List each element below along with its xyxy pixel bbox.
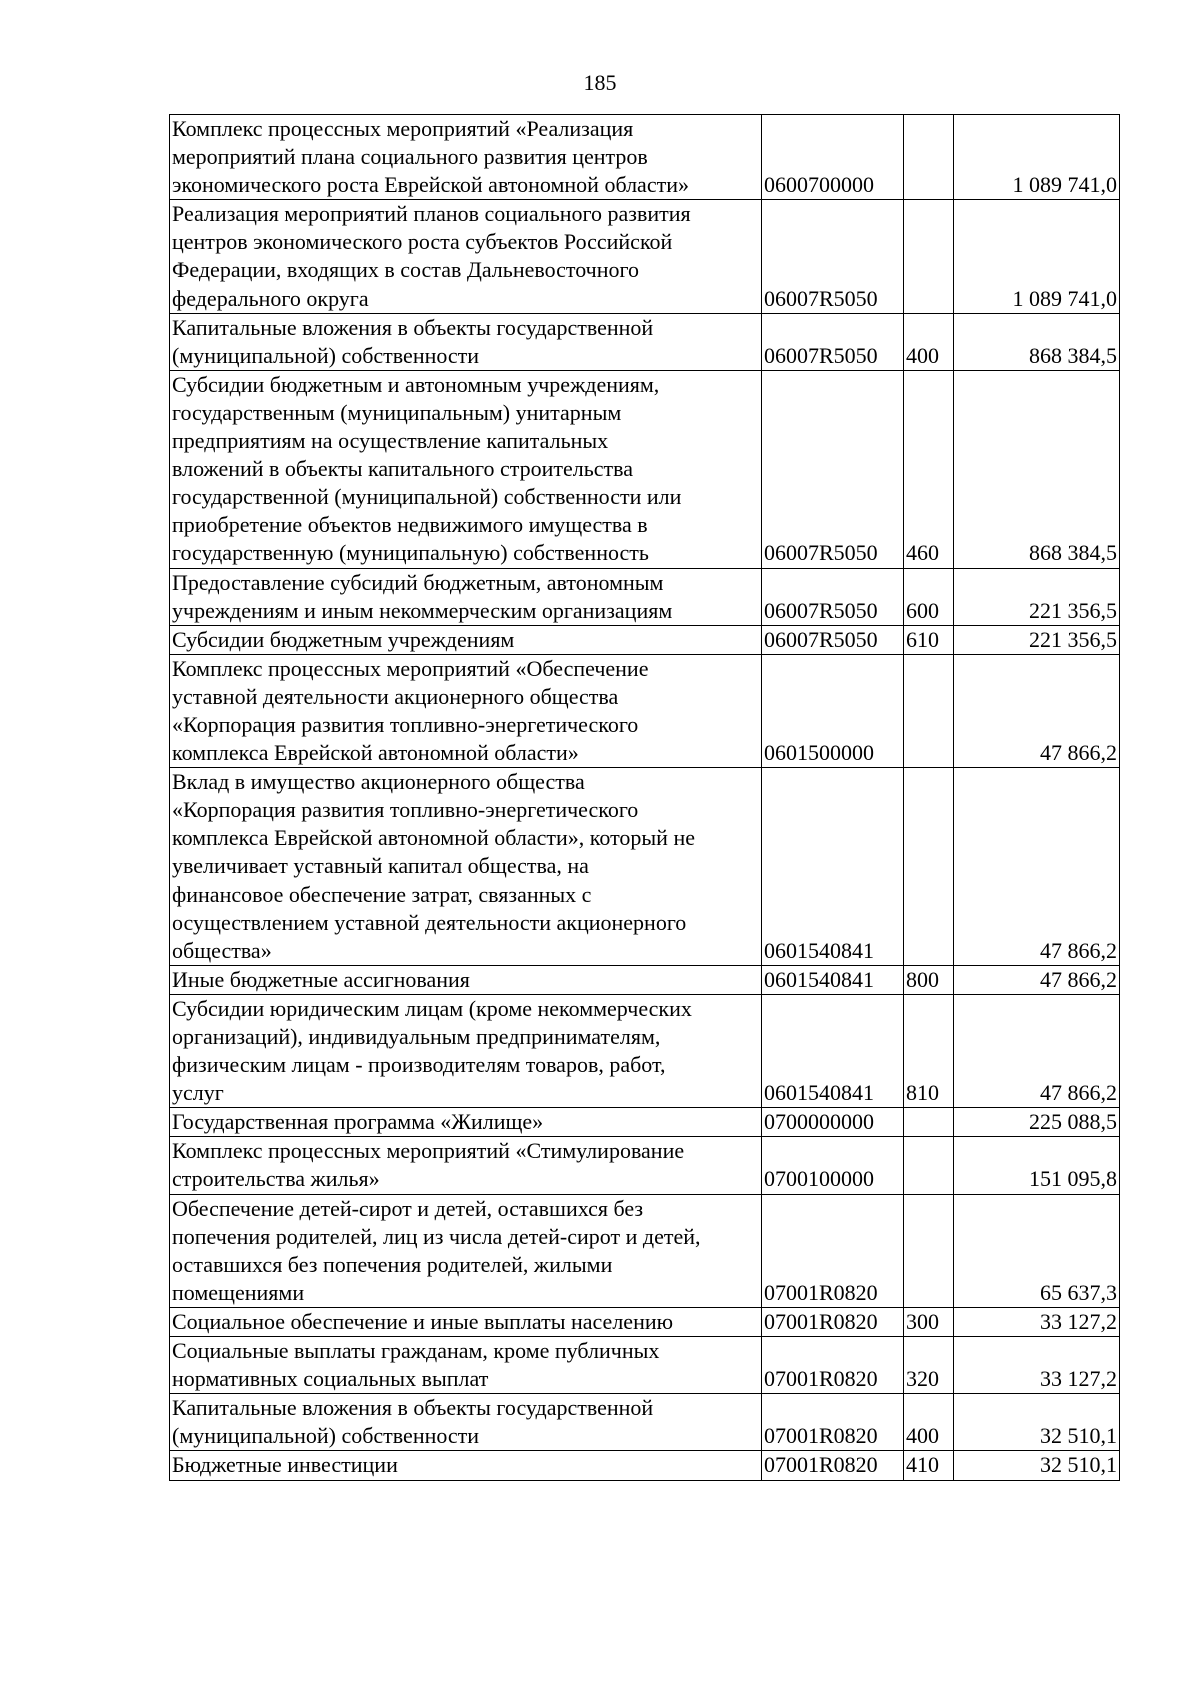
budget-table bbox=[169, 114, 1120, 1481]
page-number: 185 bbox=[583, 70, 617, 95]
table-row bbox=[170, 1451, 1120, 1480]
table-row bbox=[170, 200, 1120, 313]
budget-table-body bbox=[170, 115, 1120, 1481]
row-sum-cell: 225 088,5 bbox=[954, 1108, 1120, 1137]
row-vr-cell: 300 bbox=[904, 1307, 954, 1336]
row-vr-cell bbox=[904, 115, 954, 200]
row-csr-cell: 06007R5050 bbox=[762, 568, 904, 625]
row-sum-cell: 47 866,2 bbox=[954, 768, 1120, 966]
row-name-cell: Вклад в имущество акционерного общества «Корпорация развития топливно-энергетического комплекса Еврейской автономной области», который не увеличивает уставный капитал общества, на финансовое обеспечение затрат, связанных с осуществлением уставной деятельности акционерного общества» bbox=[170, 768, 762, 966]
table-row bbox=[170, 115, 1120, 200]
row-csr-cell: 0601540841 bbox=[762, 965, 904, 994]
row-vr-cell bbox=[904, 1108, 954, 1137]
row-sum-cell: 47 866,2 bbox=[954, 654, 1120, 767]
row-vr-cell: 810 bbox=[904, 994, 954, 1107]
row-csr-cell: 06007R5050 bbox=[762, 370, 904, 568]
row-name-cell: Комплекс процессных мероприятий «Стимулирование строительства жилья» bbox=[170, 1137, 762, 1194]
row-name-cell: Государственная программа «Жилище» bbox=[170, 1108, 762, 1137]
row-vr-cell: 400 bbox=[904, 313, 954, 370]
row-name-cell: Капитальные вложения в объекты государственной (муниципальной) собственности bbox=[170, 1394, 762, 1451]
table-row bbox=[170, 965, 1120, 994]
table-row bbox=[170, 313, 1120, 370]
row-vr-cell bbox=[904, 1194, 954, 1307]
row-name-cell: Предоставление субсидий бюджетным, автономным учреждениям и иным некоммерческим организациям bbox=[170, 568, 762, 625]
row-csr-cell: 06007R5050 bbox=[762, 313, 904, 370]
table-row bbox=[170, 768, 1120, 966]
row-vr-cell: 320 bbox=[904, 1337, 954, 1394]
row-sum-cell: 221 356,5 bbox=[954, 625, 1120, 654]
row-vr-cell: 610 bbox=[904, 625, 954, 654]
row-name-cell: Субсидии бюджетным учреждениям bbox=[170, 625, 762, 654]
table-row bbox=[170, 654, 1120, 767]
row-name-cell: Социальное обеспечение и иные выплаты населению bbox=[170, 1307, 762, 1336]
row-csr-cell: 06007R5050 bbox=[762, 200, 904, 313]
row-name-cell: Обеспечение детей-сирот и детей, оставшихся без попечения родителей, лиц из числа детей-сирот и детей, оставшихся без попечения родителей, жилыми помещениями bbox=[170, 1194, 762, 1307]
row-csr-cell: 07001R0820 bbox=[762, 1307, 904, 1336]
row-vr-cell: 410 bbox=[904, 1451, 954, 1480]
table-row bbox=[170, 1137, 1120, 1194]
table-row bbox=[170, 568, 1120, 625]
row-sum-cell: 47 866,2 bbox=[954, 994, 1120, 1107]
table-row bbox=[170, 1307, 1120, 1336]
row-sum-cell: 151 095,8 bbox=[954, 1137, 1120, 1194]
table-row bbox=[170, 370, 1120, 568]
row-sum-cell: 868 384,5 bbox=[954, 370, 1120, 568]
table-row bbox=[170, 1337, 1120, 1394]
row-sum-cell: 32 510,1 bbox=[954, 1451, 1120, 1480]
table-row bbox=[170, 625, 1120, 654]
row-name-cell: Иные бюджетные ассигнования bbox=[170, 965, 762, 994]
row-csr-cell: 06007R5050 bbox=[762, 625, 904, 654]
row-csr-cell: 0600700000 bbox=[762, 115, 904, 200]
row-vr-cell: 600 bbox=[904, 568, 954, 625]
row-vr-cell bbox=[904, 200, 954, 313]
row-csr-cell: 0601540841 bbox=[762, 768, 904, 966]
row-csr-cell: 0601540841 bbox=[762, 994, 904, 1107]
row-name-cell: Субсидии юридическим лицам (кроме некоммерческих организаций), индивидуальным предпринимателям, физическим лицам - производителям товаров, работ, услуг bbox=[170, 994, 762, 1107]
table-row bbox=[170, 1194, 1120, 1307]
table-row bbox=[170, 994, 1120, 1107]
row-name-cell: Субсидии бюджетным и автономным учреждениям, государственным (муниципальным) унитарным предприятиям на осуществление капитальных вложений в объекты капитального строительства государственной (муниципальной) собственности или приобретение объектов недвижимого имущества в государственную (муниципальную) собственность bbox=[170, 370, 762, 568]
row-csr-cell: 07001R0820 bbox=[762, 1194, 904, 1307]
row-vr-cell bbox=[904, 1137, 954, 1194]
row-vr-cell bbox=[904, 768, 954, 966]
row-sum-cell: 868 384,5 bbox=[954, 313, 1120, 370]
row-sum-cell: 65 637,3 bbox=[954, 1194, 1120, 1307]
table-row bbox=[170, 1108, 1120, 1137]
row-name-cell: Социальные выплаты гражданам, кроме публичных нормативных социальных выплат bbox=[170, 1337, 762, 1394]
row-sum-cell: 221 356,5 bbox=[954, 568, 1120, 625]
row-csr-cell: 07001R0820 bbox=[762, 1337, 904, 1394]
row-sum-cell: 33 127,2 bbox=[954, 1307, 1120, 1336]
row-vr-cell: 460 bbox=[904, 370, 954, 568]
table-row bbox=[170, 1394, 1120, 1451]
row-vr-cell bbox=[904, 654, 954, 767]
row-csr-cell: 07001R0820 bbox=[762, 1394, 904, 1451]
row-sum-cell: 47 866,2 bbox=[954, 965, 1120, 994]
row-name-cell: Комплекс процессных мероприятий «Обеспечение уставной деятельности акционерного общества «Корпорация развития топливно-энергетического комплекса Еврейской автономной области» bbox=[170, 654, 762, 767]
row-name-cell: Комплекс процессных мероприятий «Реализация мероприятий плана социального развития центров экономического роста Еврейской автономной области» bbox=[170, 115, 762, 200]
row-vr-cell: 400 bbox=[904, 1394, 954, 1451]
row-sum-cell: 1 089 741,0 bbox=[954, 115, 1120, 200]
row-sum-cell: 32 510,1 bbox=[954, 1394, 1120, 1451]
row-sum-cell: 1 089 741,0 bbox=[954, 200, 1120, 313]
row-vr-cell: 800 bbox=[904, 965, 954, 994]
row-csr-cell: 07001R0820 bbox=[762, 1451, 904, 1480]
row-name-cell: Бюджетные инвестиции bbox=[170, 1451, 762, 1480]
row-csr-cell: 0700000000 bbox=[762, 1108, 904, 1137]
row-sum-cell: 33 127,2 bbox=[954, 1337, 1120, 1394]
row-name-cell: Реализация мероприятий планов социального развития центров экономического роста субъектов Российской Федерации, входящих в состав Дальневосточного федерального округа bbox=[170, 200, 762, 313]
row-csr-cell: 0601500000 bbox=[762, 654, 904, 767]
row-csr-cell: 0700100000 bbox=[762, 1137, 904, 1194]
row-name-cell: Капитальные вложения в объекты государственной (муниципальной) собственности bbox=[170, 313, 762, 370]
